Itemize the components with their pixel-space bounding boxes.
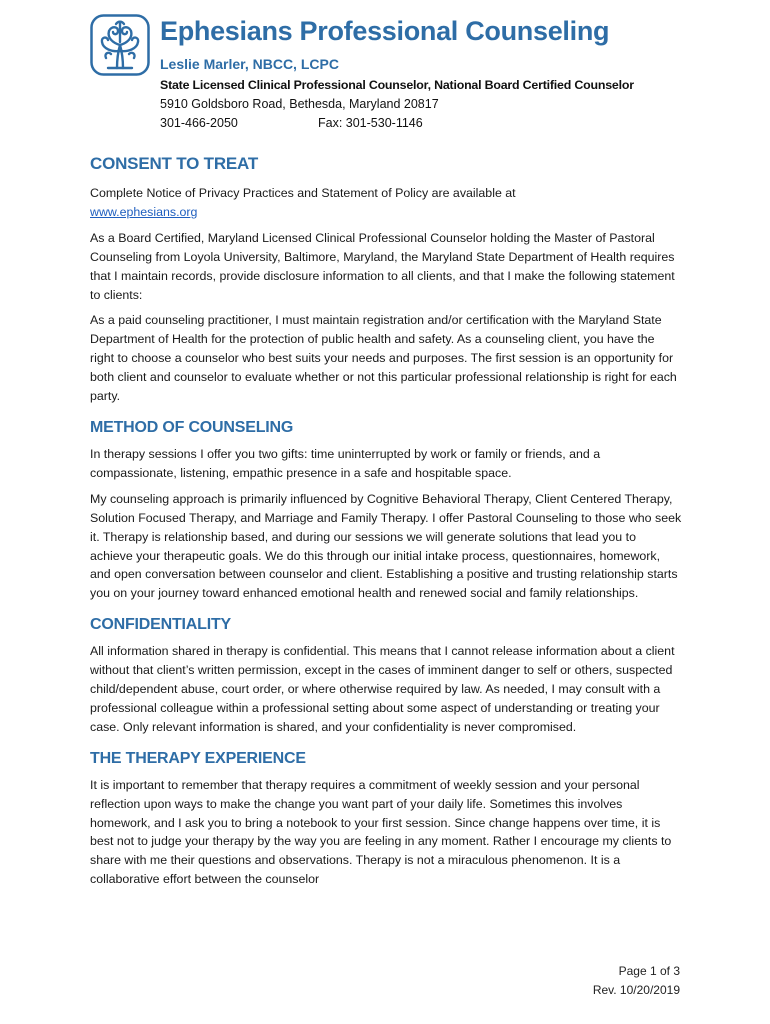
tree-of-life-icon: [90, 14, 150, 76]
credentials-line: State Licensed Clinical Professional Counselor, National Board Certified Counselor: [160, 78, 634, 92]
therapy-section: [90, 750, 682, 889]
consent-paragraph-2: As a paid counseling practitioner, I must maintain registration and/or certification with the Maryland State Department of Health for the protection of public health and safety. As a counseling client, you have the right to choose a counselor who best suits your needs and purposes. The first session is an opportunity for both client and counselor to evaluate whether or not this particular professional relationship is right for each party.: [90, 313, 677, 404]
consent-paragraph-1: As a Board Certified, Maryland Licensed Clinical Professional Counselor holding the Master of Pastoral Counseling from Loyola University, Baltimore, Maryland, the Maryland State Department of Health requires that I maintain records, provide disclosure information to all clients, and that I make the following statement to clients:: [90, 230, 675, 302]
method-section: [90, 419, 682, 603]
method-heading: METHOD OF COUNSELING: [90, 418, 294, 436]
method-paragraph-1: In therapy sessions I offer you two gifts: time uninterrupted by work or family or friends, and a compassionate, listening, empathic presence in a safe and hospitable space.: [90, 446, 601, 480]
fax-number: Fax: 301-530-1146: [318, 116, 423, 130]
consent-heading: CONSENT TO TREAT: [90, 154, 259, 173]
confidentiality-paragraph: All information shared in therapy is confidential. This means that I cannot release information about a client without that client’s written permission, except in the cases of imminent danger to self or others, suspected child/dependent abuse, court order, or where otherwise required by law. As needed, I may consult with a professional colleague within a professional setting about some aspect of understanding or treating your case. Only relevant information is shared, and your confidentiality is never compromised.: [90, 644, 675, 734]
document-body: [90, 154, 682, 896]
confidentiality-section: [90, 616, 682, 737]
privacy-notice: [90, 184, 682, 222]
privacy-notice-text: Complete Notice of Privacy Practices and Statement of Policy are available at: [90, 186, 516, 200]
counselor-name: Leslie Marler, NBCC, LCPC: [160, 56, 339, 72]
website-link[interactable]: www.ephesians.org: [90, 204, 198, 219]
address-line: 5910 Goldsboro Road, Bethesda, Maryland 20817: [160, 97, 439, 111]
page-number: Page 1 of 3: [618, 964, 680, 978]
method-paragraph-2: My counseling approach is primarily influenced by Cognitive Behavioral Therapy, Client Centered Therapy, Solution Focused Therapy, and Marriage and Family Therapy. I offer Pastoral Counseling to those who seek it. Therapy is relationship based, and during our sessions we will generate solutions that lead you to achieve your therapeutic goals. We do this through our initial intake process, questionnaires, homework, and open conversation between counselor and client. Establishing a positive and trusting relationship starts you on your journey toward enhanced emotional health and renewed social and family relationships.: [90, 491, 682, 601]
org-title: Ephesians Professional Counseling: [160, 16, 610, 46]
therapy-heading: THE THERAPY EXPERIENCE: [90, 749, 306, 767]
revision-date: Rev. 10/20/2019: [592, 983, 680, 997]
therapy-paragraph: It is important to remember that therapy requires a commitment of weekly session and your personal reflection upon ways to make the change you want part of your daily life. Sometimes this involves homework, and I ask you to bring a notebook to your first session. Since change happens over time, it is best not to judge your therapy by the way you are feeling in any moment. Rather I encourage my clients to share with me their questions and observations. Therapy is not a miraculous phenomenon. It is a collaborative effort between the counselor: [90, 777, 672, 887]
consent-section: [90, 154, 682, 406]
phone-number: 301-466-2050: [160, 116, 238, 130]
confidentiality-heading: CONFIDENTIALITY: [90, 616, 231, 634]
